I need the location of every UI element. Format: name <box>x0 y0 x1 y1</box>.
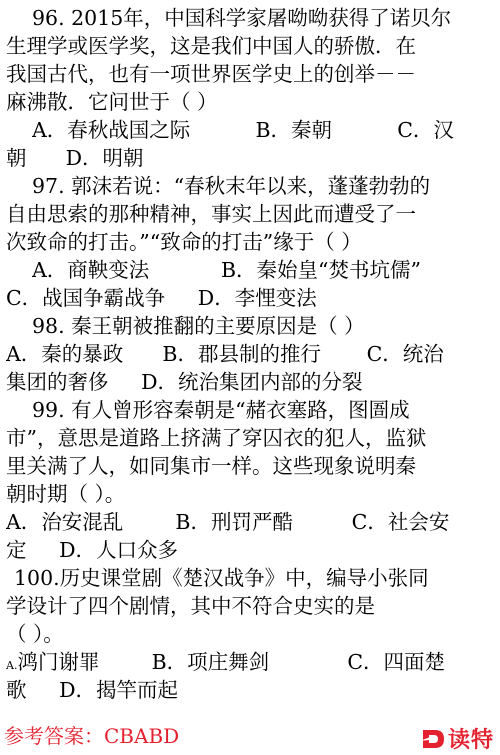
brand-d-logo-icon <box>420 727 446 751</box>
question-100-line: 学设计了四个剧情，其中不符合史实的是 <box>6 594 375 618</box>
question-98-options: 集团的奢侈 D．统治集团内部的分裂 <box>6 370 363 394</box>
question-97-options: C．战国争霸战争 D．李悝变法 <box>6 286 317 310</box>
question-97-line: 97. 郭沫若说：“春秋末年以来，蓬蓬勃勃的 <box>32 174 431 198</box>
question-96-line: 麻沸散．它问世于（ ） <box>6 90 218 114</box>
answer-value: CBABD <box>104 724 180 748</box>
question-97-options: A．商鞅变法 B．秦始皇“焚书坑儒” <box>32 258 422 282</box>
question-97-line: 自由思索的那种精神，事实上因此而遭受了一 <box>6 202 416 226</box>
answer-label: 参考答案： <box>4 724 104 748</box>
question-100-options: 歌 D．揭竿而起 <box>6 678 179 702</box>
question-100-options <box>6 648 496 676</box>
question-96-line: 我国古代，也有一项世界医学史上的创举－－ <box>6 62 416 86</box>
question-98-options: A．秦的暴政 B．郡县制的推行 C．统治 <box>6 342 444 366</box>
brand-logo-text: 读特 <box>447 728 494 753</box>
question-96-options: 朝 D．明朝 <box>6 146 144 170</box>
answer-key <box>4 722 179 750</box>
question-96-line: 生理学或医学奖，这是我们中国人的骄傲．在 <box>6 34 416 58</box>
question-99-line: 市”，意思是道路上挤满了穿囚衣的犯人，监狱 <box>6 426 427 450</box>
brand-logo <box>420 723 494 754</box>
question-98-line: 98. 秦王朝被推翻的主要原因是（ ） <box>32 314 365 338</box>
question-99-options: A．治安混乱 B．刑罚严酷 C．社会安 <box>6 510 450 534</box>
question-96-options: A．春秋战国之际 B．秦朝 C．汉 <box>32 118 454 142</box>
option-letter-a: A. <box>6 659 18 672</box>
question-100-options-text: 鸿门谢罪 B．项庄舞剑 C．四面楚 <box>17 650 446 674</box>
question-100-line: 100.历史课堂剧《楚汉战争》中，编导小张同 <box>14 566 429 590</box>
question-99-line: 99. 有人曾形容秦朝是“赭衣塞路，图圄成 <box>32 398 410 422</box>
question-96-line: 96. 2015年，中国科学家屠呦呦获得了诺贝尔 <box>32 6 452 30</box>
question-100-line: （ ）。 <box>6 622 64 646</box>
question-99-line: 里关满了人，如同集市一样。这些现象说明秦 <box>6 454 416 478</box>
question-97-line: 次致命的打击。”“致命的打击”缘于（ ） <box>6 230 362 254</box>
question-99-line: 朝时期（ ）。 <box>6 482 126 506</box>
question-99-options: 定 D．人口众多 <box>6 538 179 562</box>
